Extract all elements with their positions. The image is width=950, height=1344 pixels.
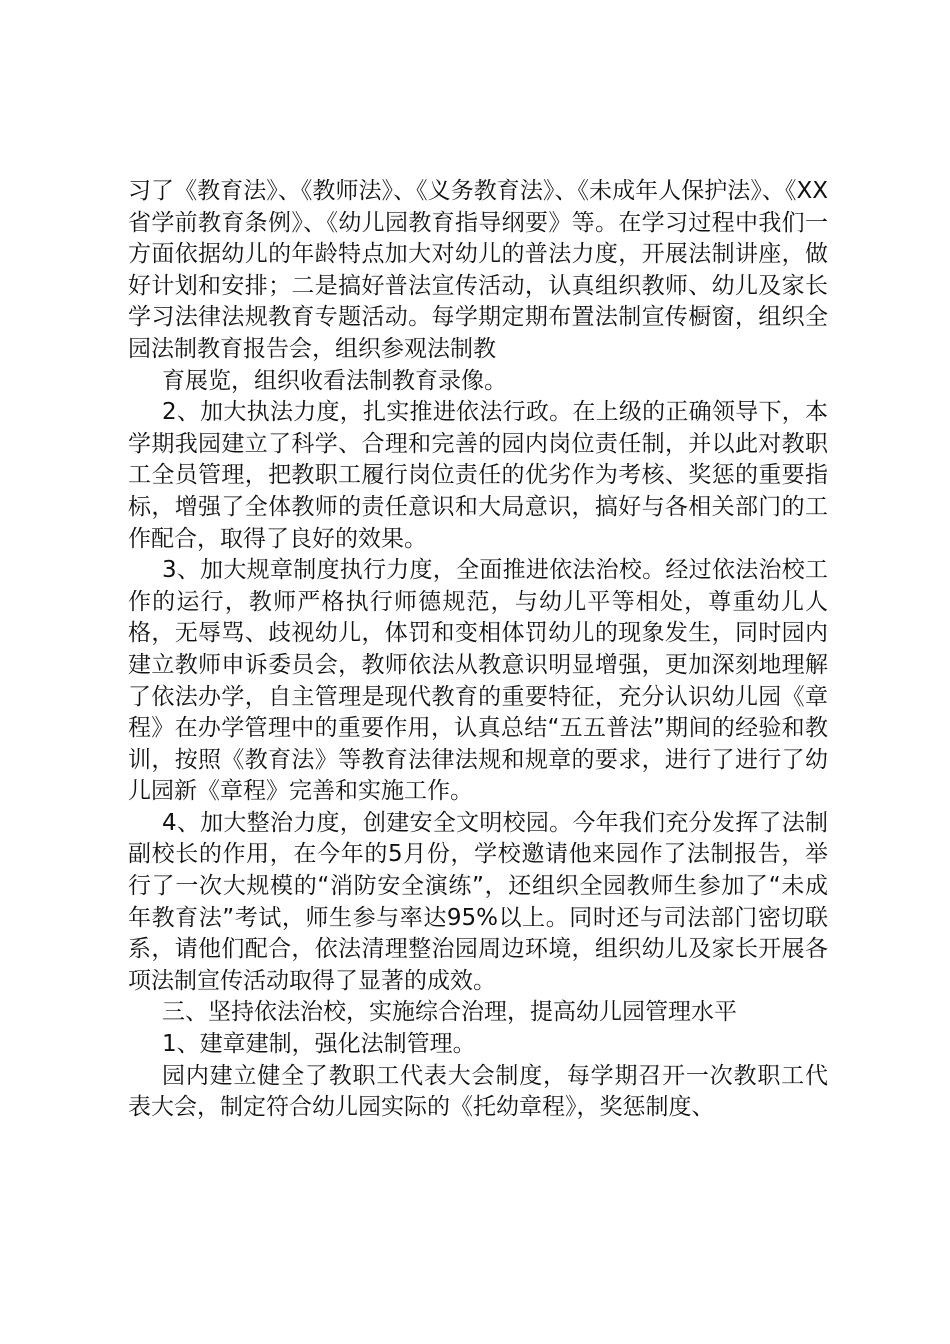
document-body — [128, 176, 828, 1124]
paragraph-study-laws: 习了《教育法》、《教师法》、《义务教育法》、《未成年人保护法》、《XX省学前教育条例》、《幼儿园教育指导纲要》等。在学习过程中我们一方面依据幼儿的年龄特点加大对幼儿的普法力度，开展法制讲座，做好计划和安排；二是搞好普法宣传活动，认真组织教师、幼儿及家长学习法律法规教育专题活动。每学期定期布置法制宣传橱窗，组织全园法制教育报告会，组织参观法制教 — [128, 178, 828, 362]
paragraph-safe-campus: 4、加大整治力度，创建安全文明校园。今年我们充分发挥了法制副校长的作用，在今年的5月份，学校邀请他来园作了法制报告，举行了一次大规模的“消防安全演练”，还组织全园教师生参加了“未成年教育法”考试，师生参与率达95%以上。同时还与司法部门密切联系，请他们配合，依法清理整治园周边环境，组织幼儿及家长开展各项法制宣传活动取得了显著的成效。 — [128, 809, 828, 994]
paragraph-law-enforcement: 2、加大执法力度，扎实推进依法行政。在上级的正确领导下，本学期我园建立了科学、合理和完善的园内岗位责任制，并以此对教职工全员管理，把教职工履行岗位责任的优劣作为考核、奖惩的重要指标，增强了全体教师的责任意识和大局意识，搞好与各相关部门的工作配合，取得了良好的效果。 — [128, 399, 828, 552]
subheading-regulations: 1、建章建制，强化法制管理。 — [162, 1031, 476, 1058]
paragraph-exhibition: 育展览，组织收看法制教育录像。 — [162, 367, 507, 394]
section-heading-three: 三、坚持依法治校，实施综合治理，提高幼儿园管理水平 — [162, 999, 737, 1026]
paragraph-rules-execution: 3、加大规章制度执行力度，全面推进依法治校。经过依法治校工作的运行，教师严格执行师德规范，与幼儿平等相处，尊重幼儿人格，无辱骂、歧视幼儿，体罚和变相体罚幼儿的现象发生，同时园内建立教师申诉委员会，教师依法从教意识明显增强，更加深刻地理解了依法办学，自主管理是现代教育的重要特征，充分认识幼儿园《章程》在办学管理中的重要作用，认真总结“五五普法”期间的经验和教训，按照《教育法》等教育法律法规和规章的要求，进行了进行了幼儿园新《章程》完善和实施工作。 — [128, 557, 828, 805]
paragraph-staff-congress: 园内建立健全了教职工代表大会制度，每学期召开一次教职工代表大会，制定符合幼儿园实际的《托幼章程》，奖惩制度、 — [128, 1062, 828, 1121]
